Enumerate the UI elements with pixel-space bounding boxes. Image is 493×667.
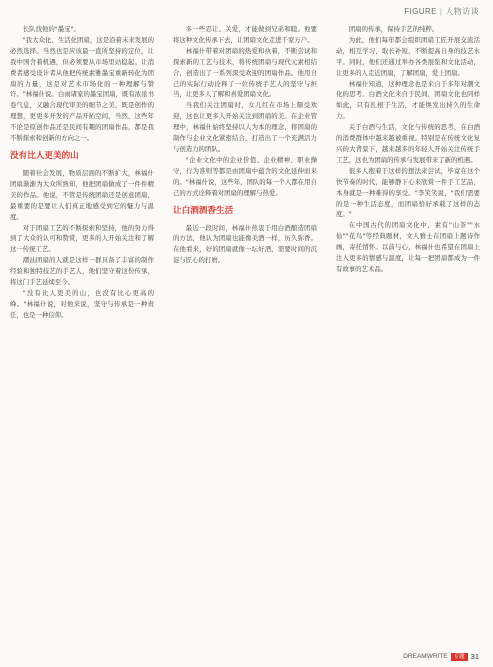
paragraph: 长队找他的"墨宝"。	[22, 25, 80, 33]
paragraph: "企业文化中的企业价值、企业精神、职业操守，行为准则等都是由团扇中蕴含的文化延伸而来的。"林福什说，这些年，团队的每一个人都在用自己的方式诠释着对团扇的理解与热爱。	[173, 155, 317, 197]
header-divider: |	[439, 7, 443, 16]
page-footer	[403, 652, 479, 661]
section-heading: 让白酒酒香生活	[173, 205, 234, 216]
section-heading: 没有比人更美的山	[10, 150, 79, 161]
paragraph: 林福什知道，这种理念也是来自于多年对潮文化的思考。白酒文化来自于民间，团扇文化也同样如此，只有扎根于生活，才能焕发出持久的生命力。	[336, 79, 480, 121]
magazine-name: DREAMWRITE	[403, 653, 448, 660]
paragraph: 林福什带着对团扇的热爱和执着，不断尝试和探索新的工艺与技术，将传统团扇与现代元素相结合，创造出了一系列深受欢迎的团扇作品。他用自己的实际行动诠释了一位传统手艺人的坚守与担当，让更多人了解和喜爱团扇文化。	[173, 46, 317, 99]
text-column-1	[10, 24, 154, 634]
paragraph: 当我们关注团扇时，女儿红在市场上颇受欢迎，这也让更多人开始关注到团扇的美。在企业管理中，林福什始终坚持以人为本的理念，将团扇的制作与企业文化紧密结合，打造出了一个充满活力与创造力的团队。	[173, 101, 317, 153]
text-column-2	[173, 24, 317, 634]
paragraph: 随着社会发展，物质层面的不断扩大，林福什团扇渐渐为大众所熟知，他把团扇做成了一件件精美的作品。他说，不管是传统团扇还是创意团扇，最重要的是要让人们真正地感受到它的魅力与温度。	[10, 168, 154, 221]
paragraph: 多一些忍让、关爱，才能做到兄弟和睦。他要将这种文化传承下去，让团扇文化走进千家万户。	[173, 25, 317, 44]
text-column-3	[336, 24, 480, 634]
paragraph: "我大众化、生活化团扇，这是沿着未来发展的必然选择。当然也是应该最一直所坚持的定位，让我中国含着机遇，但必须要从市场里站稳起。让消费者感受设计者从他把传统素雅墨宝重新转化为团扇的力量，这是对艺术市场化的一种理解与赞许。"林福什说。白雨诸家的墨宝团扇，既有浓浓书卷气息，又融合现代审美的细节之美，既是创作的理想，更更多开发的产品开拓空间，当然，这些年不论是原创作品还是民间有趣的团扇作品，都是我不断探索和创新的方向之一。	[10, 35, 154, 143]
header-section: FIGURE	[404, 7, 437, 16]
paragraph: 对于团扇工艺的不断探索和坚持，他的努力得到了大众的认可和赞赏，更多的人开始关注和了解这一传统工艺。	[10, 223, 154, 254]
paragraph: 在中国古代的团扇文化中，素有"山茶""水仙""花鸟"等经典题材，文人雅士在团扇上题诗作画，寄托情怀。以前与心，林福什也希望在团扇上注入更多的情感与温度，让每一把团扇都成为一件有故事的艺术品。	[336, 221, 480, 273]
paragraph: 最近一段时间，林福什热衷于用白酒酿造团扇的方法，他认为团扇也能像美酒一样，历久弥香。在他看来，好的团扇就像一坛好酒，需要时间的沉淀与匠心的打磨。	[173, 223, 317, 265]
running-header	[404, 6, 479, 17]
header-column: 人物访谈	[445, 7, 479, 16]
page-number: 31	[470, 652, 479, 661]
paragraph: 很多人抱着于这样的想法来尝试，毕竟在这个快节奏的时代，能够静下心来欣赏一件手工艺品，本身就是一种难得的享受。"李笑笑说，"我们需要的是一种生活态度，而团扇恰好承载了这样的态度。"	[336, 166, 480, 219]
paragraph: 关于白酒与生活，文化与传统的思考，在白酒的消费群体中越来越被重视。特别是在传统文化复兴的大背景下，越来越多的年轻人开始关注传统手工艺，这也为团扇的传承与发展带来了新的机遇。	[336, 123, 480, 164]
paragraph: 潮汕团扇的人就是这样一群具备了丰富的制作经验和独特技艺的手艺人，他们坚守着这份传承，将这门手艺延续至今。	[10, 256, 154, 287]
section-badge: 专题	[451, 653, 468, 661]
paragraph: "没有比人更美的山，也没有比心更高的峰。"林福什说，对他来说，坚守与传承是一种责任，也是一种信仰。	[10, 288, 154, 319]
paragraph: 团扇的传承，保持手艺的纯粹。	[348, 25, 439, 33]
paragraph: 为此，他们每年都会组织团扇工匠开展交流活动，相互学习，取长补短，不断提高自身的技艺水平。同时，他们还通过举办各类展览和文化活动，让更多的人走近团扇，了解团扇，爱上团扇。	[336, 35, 480, 77]
